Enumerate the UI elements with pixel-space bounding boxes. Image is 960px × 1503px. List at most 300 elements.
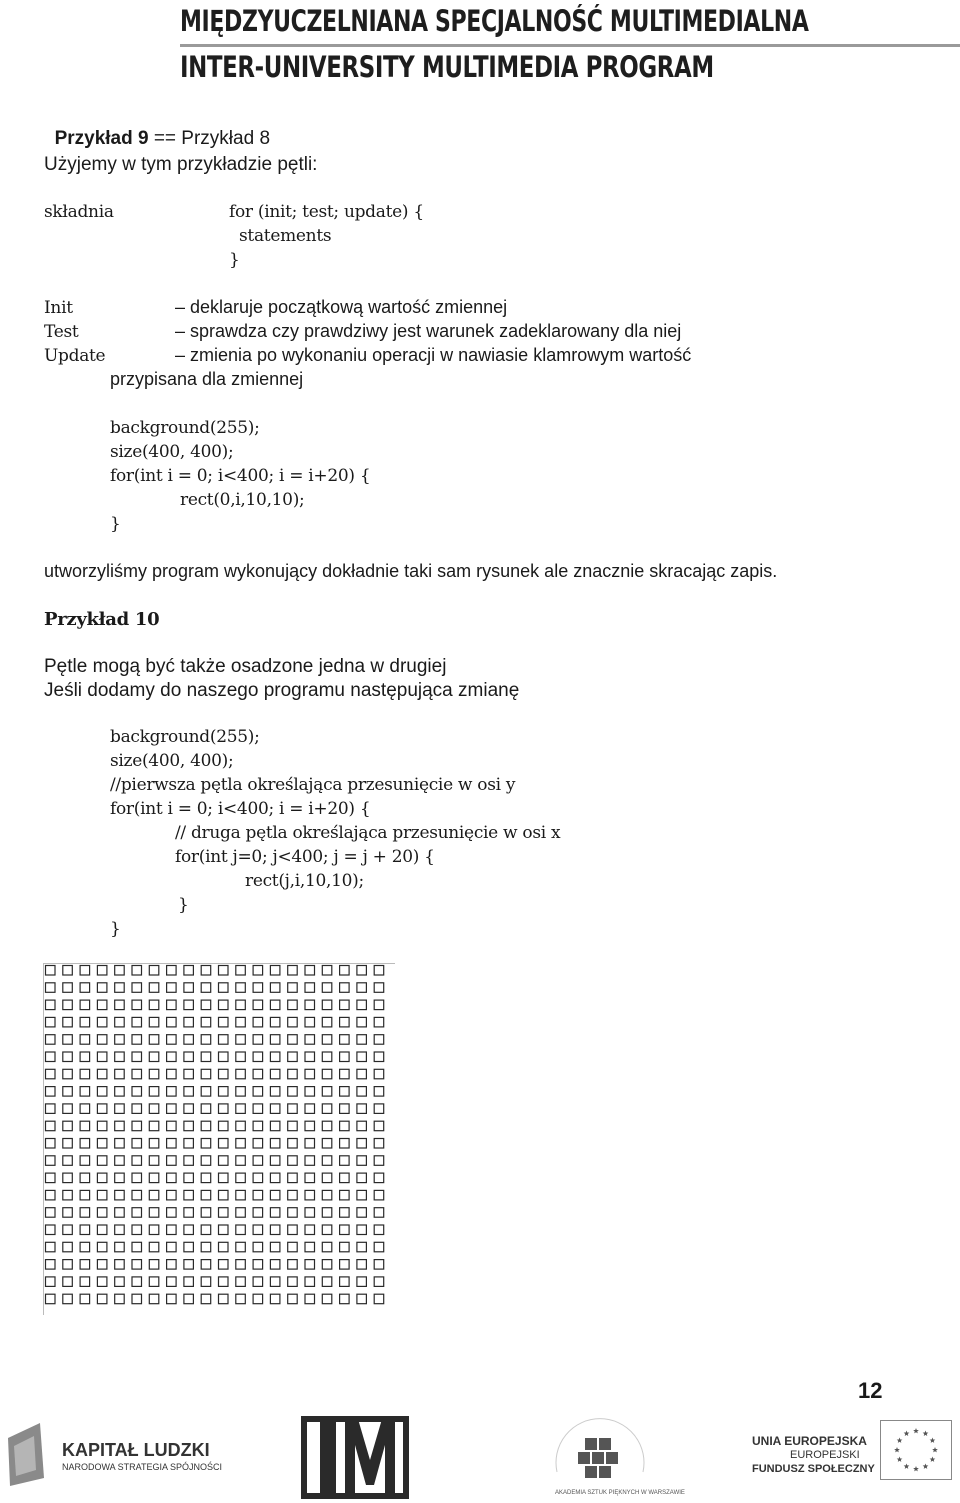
grid-square xyxy=(115,1156,125,1166)
grid-square xyxy=(219,1087,229,1097)
grid-square xyxy=(288,1277,298,1287)
grid-square xyxy=(63,1035,73,1045)
grid-square xyxy=(305,1069,315,1079)
grid-square xyxy=(46,1104,56,1114)
grid-square xyxy=(270,1156,280,1166)
grid-square xyxy=(115,1190,125,1200)
kapital-ludzki-logo-icon xyxy=(0,1418,50,1488)
grid-square xyxy=(340,1035,350,1045)
grid-square xyxy=(149,1277,159,1287)
grid-square xyxy=(63,1173,73,1183)
term-test-desc: – sprawdza czy prawdziwy jest warunek zadeklarowany dla niej xyxy=(175,321,682,341)
grid-square xyxy=(201,1225,211,1235)
syntax-line-3: } xyxy=(229,250,240,270)
grid-square xyxy=(46,1069,56,1079)
grid-square xyxy=(270,1139,280,1149)
term-update-desc: – zmienia po wykonaniu operacji w nawiasie klamrowym wartość xyxy=(175,345,692,365)
grid-square xyxy=(340,1000,350,1010)
grid-square xyxy=(253,1156,263,1166)
grid-square xyxy=(374,1190,384,1200)
grid-square xyxy=(357,1052,367,1062)
grid-square xyxy=(149,1017,159,1027)
grid-square xyxy=(46,1035,56,1045)
grid-square xyxy=(305,1260,315,1270)
grid-square xyxy=(184,1035,194,1045)
grid-square xyxy=(63,1242,73,1252)
grid-square xyxy=(236,1260,246,1270)
grid-square xyxy=(132,1208,142,1218)
example9-conclusion: utworzyliśmy program wykonujący dokładnie taki sam rysunek ale znacznie skracając zapis. xyxy=(44,561,778,581)
example10-title: Przykład 10 xyxy=(44,609,160,630)
program-title-en: INTER-UNIVERSITY MULTIMEDIA PROGRAM xyxy=(180,50,714,84)
grid-square xyxy=(288,1242,298,1252)
grid-square xyxy=(167,1208,177,1218)
grid-square xyxy=(184,1277,194,1287)
grid-square xyxy=(80,1087,90,1097)
grid-square xyxy=(46,1190,56,1200)
grid-square xyxy=(219,966,229,976)
header-rule xyxy=(180,44,960,47)
grid-square xyxy=(132,983,142,993)
grid-square xyxy=(357,1277,367,1287)
grid-square xyxy=(357,1017,367,1027)
grid-square xyxy=(201,1069,211,1079)
grid-square xyxy=(374,1225,384,1235)
grid-square xyxy=(132,1121,142,1131)
grid-square xyxy=(63,1225,73,1235)
grid-square xyxy=(219,1260,229,1270)
grid-square xyxy=(149,1035,159,1045)
grid-square xyxy=(322,1035,332,1045)
example10-line-2: Jeśli dodamy do naszego programu następująca zmianę xyxy=(44,680,520,701)
grid-square xyxy=(63,1190,73,1200)
term-init-name: Init xyxy=(44,298,73,318)
grid-square xyxy=(97,1139,107,1149)
grid-square xyxy=(201,1190,211,1200)
grid-square xyxy=(184,1190,194,1200)
grid-square xyxy=(184,1173,194,1183)
code10-line-9: } xyxy=(110,919,121,939)
grid-square xyxy=(219,1069,229,1079)
grid-square xyxy=(357,1208,367,1218)
grid-square xyxy=(167,1000,177,1010)
grid-square xyxy=(132,1035,142,1045)
grid-square xyxy=(80,1242,90,1252)
grid-square xyxy=(305,1294,315,1304)
grid-square xyxy=(149,1225,159,1235)
grid-square xyxy=(219,1035,229,1045)
grid-square xyxy=(322,1156,332,1166)
grid-square xyxy=(132,1277,142,1287)
grid-square xyxy=(357,1156,367,1166)
grid-square xyxy=(374,983,384,993)
grid-square xyxy=(305,1087,315,1097)
grid-square xyxy=(270,1052,280,1062)
grid-square xyxy=(201,1173,211,1183)
grid-square xyxy=(184,1139,194,1149)
grid-square xyxy=(97,966,107,976)
grid-square xyxy=(132,1052,142,1062)
grid-square xyxy=(270,1277,280,1287)
grid-square xyxy=(201,1052,211,1062)
grid-square xyxy=(236,1208,246,1218)
grid-square xyxy=(219,1225,229,1235)
grid-square xyxy=(149,1000,159,1010)
grid-square xyxy=(236,1173,246,1183)
grid-square xyxy=(167,983,177,993)
grid-square xyxy=(270,1121,280,1131)
example9-title-rest: == Przykład 8 xyxy=(148,128,271,149)
grid-square xyxy=(115,1000,125,1010)
grid-square xyxy=(340,983,350,993)
grid-square xyxy=(253,1173,263,1183)
grid-svg xyxy=(43,963,395,1315)
grid-square xyxy=(322,1260,332,1270)
grid-square xyxy=(374,1277,384,1287)
grid-square xyxy=(63,1000,73,1010)
grid-square xyxy=(340,1017,350,1027)
grid-square xyxy=(288,1035,298,1045)
grid-square xyxy=(132,1017,142,1027)
syntax-label: składnia xyxy=(44,202,114,222)
grid-square xyxy=(184,1017,194,1027)
grid-square xyxy=(132,966,142,976)
grid-square xyxy=(167,1052,177,1062)
program-title-pl: MIĘDZYUCZELNIANA SPECJALNOŚĆ MULTIMEDIALNA xyxy=(180,4,809,38)
grid-square xyxy=(149,966,159,976)
grid-square xyxy=(340,1069,350,1079)
grid-square xyxy=(115,1173,125,1183)
grid-square xyxy=(97,1121,107,1131)
grid-square xyxy=(167,1017,177,1027)
grid-square xyxy=(63,1121,73,1131)
grid-square xyxy=(184,1000,194,1010)
grid-square xyxy=(63,1139,73,1149)
grid-square xyxy=(201,1139,211,1149)
grid-square xyxy=(149,1173,159,1183)
grid-square xyxy=(132,1156,142,1166)
grid-square xyxy=(201,1017,211,1027)
grid-square xyxy=(46,1173,56,1183)
grid-square xyxy=(305,1225,315,1235)
grid-square xyxy=(253,983,263,993)
grid-square xyxy=(184,1052,194,1062)
kapital-title: KAPITAŁ LUDZKI xyxy=(62,1440,210,1460)
grid-square xyxy=(63,1087,73,1097)
grid-square xyxy=(149,1052,159,1062)
grid-square xyxy=(340,1139,350,1149)
grid-square xyxy=(374,1139,384,1149)
grid-square xyxy=(132,1225,142,1235)
grid-square xyxy=(340,966,350,976)
grid-square xyxy=(253,1052,263,1062)
grid-square xyxy=(63,966,73,976)
grid-square xyxy=(322,1139,332,1149)
grid-square xyxy=(253,966,263,976)
grid-square xyxy=(253,1069,263,1079)
grid-square xyxy=(184,1087,194,1097)
grid-square xyxy=(97,1277,107,1287)
grid-square xyxy=(80,1000,90,1010)
grid-square xyxy=(374,1052,384,1062)
grid-square xyxy=(46,966,56,976)
grid-square xyxy=(80,1156,90,1166)
grid-square xyxy=(288,1173,298,1183)
grid-square xyxy=(46,1208,56,1218)
grid-square xyxy=(184,1225,194,1235)
grid-square xyxy=(236,1052,246,1062)
grid-square xyxy=(97,1069,107,1079)
grid-square xyxy=(322,1121,332,1131)
grid-square xyxy=(305,1139,315,1149)
grid-square xyxy=(149,1139,159,1149)
grid-output-figure xyxy=(43,963,395,1315)
grid-square xyxy=(236,1156,246,1166)
grid-square xyxy=(288,1260,298,1270)
term-test-name: Test xyxy=(44,322,79,342)
grid-square xyxy=(46,1121,56,1131)
grid-square xyxy=(236,1104,246,1114)
akademia-cubes xyxy=(578,1438,618,1478)
grid-square xyxy=(132,1260,142,1270)
grid-square xyxy=(322,1087,332,1097)
code10-line-3: //pierwsza pętla określająca przesunięcie w osi y xyxy=(110,775,516,795)
grid-square xyxy=(184,1121,194,1131)
grid-square xyxy=(167,1294,177,1304)
grid-square xyxy=(149,983,159,993)
grid-square xyxy=(115,1087,125,1097)
grid-square xyxy=(46,1087,56,1097)
grid-square xyxy=(288,1104,298,1114)
grid-square xyxy=(305,1190,315,1200)
grid-square xyxy=(201,1156,211,1166)
grid-square xyxy=(184,1208,194,1218)
grid-square xyxy=(219,1052,229,1062)
grid-square xyxy=(374,1208,384,1218)
grid-square xyxy=(236,1225,246,1235)
grid-square xyxy=(322,1225,332,1235)
grid-square xyxy=(357,1139,367,1149)
grid-square xyxy=(270,1087,280,1097)
grid-square xyxy=(305,1156,315,1166)
grid-square xyxy=(115,1052,125,1062)
grid-square xyxy=(184,1294,194,1304)
grid-square xyxy=(288,1225,298,1235)
grid-square xyxy=(201,966,211,976)
grid-square xyxy=(97,1104,107,1114)
grid-square xyxy=(80,983,90,993)
code10-line-7: rect(j,i,10,10); xyxy=(245,871,364,891)
grid-square xyxy=(374,1156,384,1166)
grid-square xyxy=(253,1087,263,1097)
grid-square xyxy=(322,1069,332,1079)
grid-square xyxy=(374,1260,384,1270)
grid-square xyxy=(219,1139,229,1149)
grid-square xyxy=(270,966,280,976)
grid-square xyxy=(97,1190,107,1200)
grid-square xyxy=(132,1139,142,1149)
grid-square xyxy=(236,1139,246,1149)
grid-square xyxy=(115,1242,125,1252)
grid-square xyxy=(305,966,315,976)
grid-square xyxy=(270,1000,280,1010)
code10-line-1: background(255); xyxy=(110,727,260,747)
grid-square xyxy=(184,1260,194,1270)
code10-line-5: // druga pętla określająca przesunięcie w osi x xyxy=(175,823,561,843)
grid-square xyxy=(46,1225,56,1235)
grid-square xyxy=(219,1208,229,1218)
grid-square xyxy=(374,1069,384,1079)
grid-square xyxy=(167,966,177,976)
grid-square xyxy=(253,1190,263,1200)
grid-square xyxy=(63,1069,73,1079)
grid-square xyxy=(340,1104,350,1114)
grid-square xyxy=(184,966,194,976)
grid-square xyxy=(80,1225,90,1235)
grid-square xyxy=(236,966,246,976)
grid-square xyxy=(374,1294,384,1304)
grid-square xyxy=(80,1173,90,1183)
grid-square xyxy=(236,1035,246,1045)
grid-square xyxy=(132,1000,142,1010)
grid-square xyxy=(253,1000,263,1010)
grid-square xyxy=(288,1139,298,1149)
grid-square xyxy=(149,1087,159,1097)
grid-square xyxy=(201,1294,211,1304)
grid-square xyxy=(253,1035,263,1045)
grid-square xyxy=(374,966,384,976)
grid-square xyxy=(340,1087,350,1097)
grid-square xyxy=(201,1121,211,1131)
grid-square xyxy=(357,1242,367,1252)
grid-square xyxy=(97,1052,107,1062)
grid-square xyxy=(322,1017,332,1027)
grid-square xyxy=(115,1208,125,1218)
grid-square xyxy=(236,1121,246,1131)
grid-square xyxy=(322,966,332,976)
example9-title xyxy=(44,106,270,150)
grid-square xyxy=(374,1000,384,1010)
grid-square xyxy=(46,1242,56,1252)
grid-square xyxy=(80,1208,90,1218)
grid-square xyxy=(115,1104,125,1114)
grid-square xyxy=(374,1017,384,1027)
grid-square xyxy=(63,1208,73,1218)
grid-square xyxy=(97,1294,107,1304)
grid-square xyxy=(270,1294,280,1304)
grid-square xyxy=(374,1121,384,1131)
eu-line-3: FUNDUSZ SPOŁECZNY xyxy=(752,1463,875,1475)
grid-square xyxy=(132,1242,142,1252)
grid-square xyxy=(270,1173,280,1183)
grid-square xyxy=(201,1104,211,1114)
grid-square xyxy=(46,1260,56,1270)
grid-square xyxy=(340,1260,350,1270)
grid-square xyxy=(167,1156,177,1166)
grid-square xyxy=(305,1000,315,1010)
grid-square xyxy=(270,1190,280,1200)
grid-square xyxy=(167,1121,177,1131)
example9-title-bold: Przykład 9 xyxy=(54,128,149,149)
grid-square xyxy=(219,1000,229,1010)
grid-square xyxy=(80,1260,90,1270)
grid-square xyxy=(305,1121,315,1131)
grid-square xyxy=(80,1121,90,1131)
eu-line-1: UNIA EUROPEJSKA xyxy=(752,1434,867,1448)
grid-square xyxy=(357,1294,367,1304)
grid-square xyxy=(184,1242,194,1252)
grid-square xyxy=(253,1277,263,1287)
grid-square xyxy=(115,1139,125,1149)
grid-square xyxy=(184,1104,194,1114)
grid-square xyxy=(63,1017,73,1027)
code10-line-4: for(int i = 0; i<400; i = i+20) { xyxy=(110,799,371,819)
grid-square xyxy=(80,966,90,976)
code10-line-8: } xyxy=(178,895,189,915)
grid-square xyxy=(167,1087,177,1097)
kapital-subtitle: NARODOWA STRATEGIA SPÓJNOŚCI xyxy=(62,1462,223,1472)
grid-square xyxy=(270,1104,280,1114)
code9-line-5: } xyxy=(110,514,121,534)
grid-square xyxy=(132,1190,142,1200)
inter-university-logo-icon xyxy=(300,1415,410,1500)
grid-square xyxy=(97,1208,107,1218)
grid-square xyxy=(80,1069,90,1079)
grid-square xyxy=(219,1294,229,1304)
grid-square xyxy=(149,1190,159,1200)
grid-square xyxy=(167,1139,177,1149)
grid-square xyxy=(374,1104,384,1114)
grid-square xyxy=(132,1104,142,1114)
code9-line-2: size(400, 400); xyxy=(110,442,234,462)
grid-square xyxy=(46,1017,56,1027)
term-update-name: Update xyxy=(44,346,106,366)
grid-square xyxy=(357,1069,367,1079)
grid-square xyxy=(167,1104,177,1114)
grid-square xyxy=(357,1104,367,1114)
grid-square xyxy=(97,1156,107,1166)
grid-square xyxy=(184,1069,194,1079)
grid-square xyxy=(115,1225,125,1235)
grid-square xyxy=(305,1104,315,1114)
grid-square xyxy=(236,1190,246,1200)
grid-square xyxy=(97,1225,107,1235)
grid-square xyxy=(97,1087,107,1097)
code9-line-4: rect(0,i,10,10); xyxy=(180,490,305,510)
grid-square xyxy=(236,1294,246,1304)
grid-square xyxy=(63,983,73,993)
grid-square xyxy=(305,1035,315,1045)
code9-line-1: background(255); xyxy=(110,418,260,438)
grid-square xyxy=(253,1260,263,1270)
grid-square xyxy=(270,1035,280,1045)
grid-square xyxy=(219,1242,229,1252)
grid-square xyxy=(46,1139,56,1149)
grid-square xyxy=(115,1069,125,1079)
grid-square xyxy=(253,1242,263,1252)
grid-square xyxy=(236,1242,246,1252)
grid-square xyxy=(357,1173,367,1183)
syntax-line-1: for (init; test; update) { xyxy=(229,202,424,222)
grid-square xyxy=(115,966,125,976)
grid-square xyxy=(201,1087,211,1097)
grid-square xyxy=(46,1000,56,1010)
grid-square xyxy=(80,1294,90,1304)
eu-flag-icon xyxy=(880,1420,952,1480)
grid-square xyxy=(115,1277,125,1287)
grid-square xyxy=(80,1035,90,1045)
grid-square xyxy=(288,1000,298,1010)
